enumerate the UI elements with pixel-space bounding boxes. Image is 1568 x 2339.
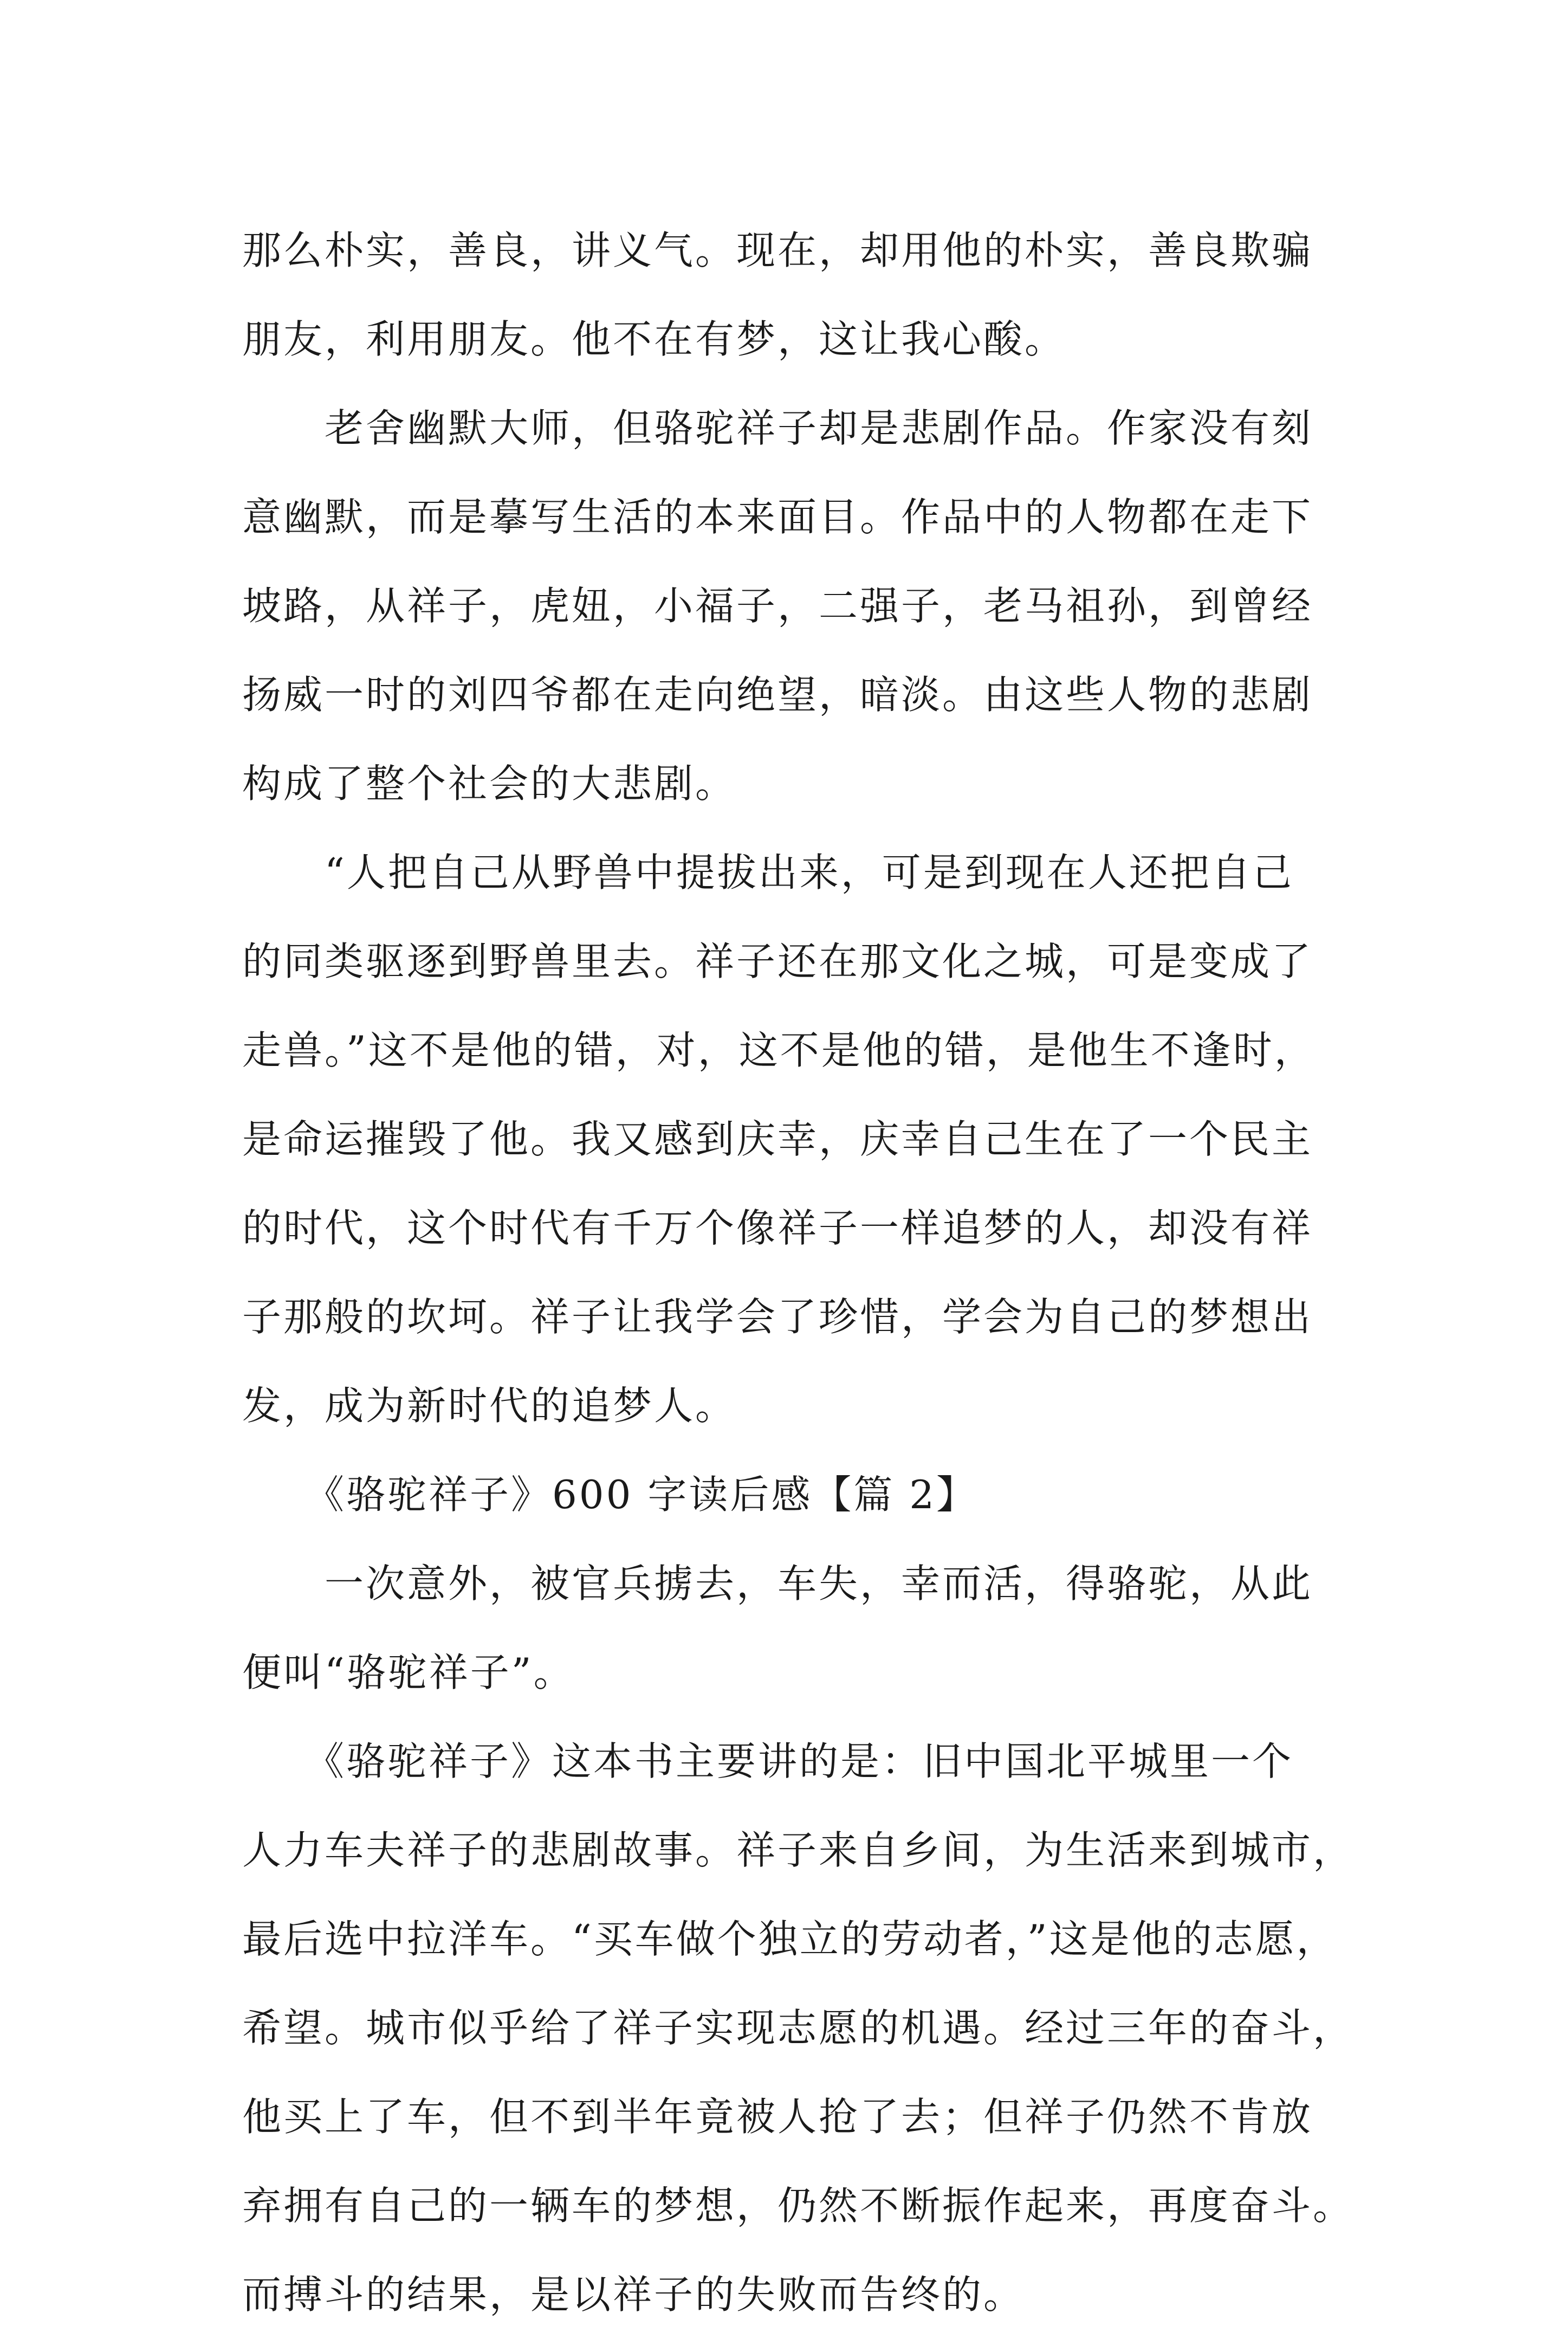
text-line: 发，成为新时代的追梦人。	[242, 1383, 737, 1429]
text-line: 老舍幽默大师，但骆驼祥子却是悲剧作品。作家没有刻	[242, 405, 1313, 451]
text-line: 一次意外，被官兵掳去，车失，幸而活，得骆驼，从此	[242, 1561, 1313, 1606]
text-line: 那么朴实，善良，讲义气。现在，却用他的朴实，善良欺骗	[242, 228, 1313, 273]
text-line: “人把自己从野兽中提拔出来，可是到现在人还把自己	[242, 850, 1294, 895]
text-line: 扬威一时的刘四爷都在走向绝望，暗淡。由这些人物的悲剧	[242, 672, 1313, 718]
section-heading: 《骆驼祥子》600 字读后感【篇 2】	[242, 1472, 978, 1517]
text-line: 他买上了车，但不到半年竟被人抢了去；但祥子仍然不肯放	[242, 2094, 1313, 2140]
text-line: 朋友，利用朋友。他不在有梦，这让我心酸。	[242, 316, 1066, 362]
text-line: 是命运摧毁了他。我又感到庆幸，庆幸自己生在了一个民主	[242, 1116, 1313, 1162]
text-line: 希望。城市似乎给了祥子实现志愿的机遇。经过三年的奋斗，	[242, 2005, 1355, 2051]
text-line: 便叫“骆驼祥子”。	[242, 1650, 575, 1695]
body-text	[242, 206, 1380, 2339]
text-line: 子那般的坎坷。祥子让我学会了珍惜，学会为自己的梦想出	[242, 1294, 1313, 1340]
text-line: 的同类驱逐到野兽里去。祥子还在那文化之城，可是变成了	[242, 939, 1313, 984]
text-line: 《骆驼祥子》这本书主要讲的是：旧中国北平城里一个	[242, 1739, 1294, 1784]
text-line: 弃拥有自己的一辆车的梦想，仍然不断振作起来，再度奋斗。	[242, 2183, 1355, 2228]
text-line: 意幽默，而是摹写生活的本来面目。作品中的人物都在走下	[242, 494, 1313, 540]
text-line: 的时代，这个时代有千万个像祥子一样追梦的人，却没有祥	[242, 1205, 1313, 1251]
text-line: 人力车夫祥子的悲剧故事。祥子来自乡间，为生活来到城市，	[242, 1827, 1355, 1873]
text-line: 坡路，从祥子，虎妞，小福子，二强子，老马祖孙，到曾经	[242, 583, 1313, 629]
text-line: 而搏斗的结果，是以祥子的失败而告终的。	[242, 2272, 1025, 2317]
text-line: 走兽。”这不是他的错，对，这不是他的错，是他生不逢时，	[242, 1028, 1316, 1073]
text-line: 最后选中拉洋车。“买车做个独立的劳动者，”这是他的志愿，	[242, 1916, 1338, 1962]
text-line: 构成了整个社会的大悲剧。	[242, 761, 737, 806]
